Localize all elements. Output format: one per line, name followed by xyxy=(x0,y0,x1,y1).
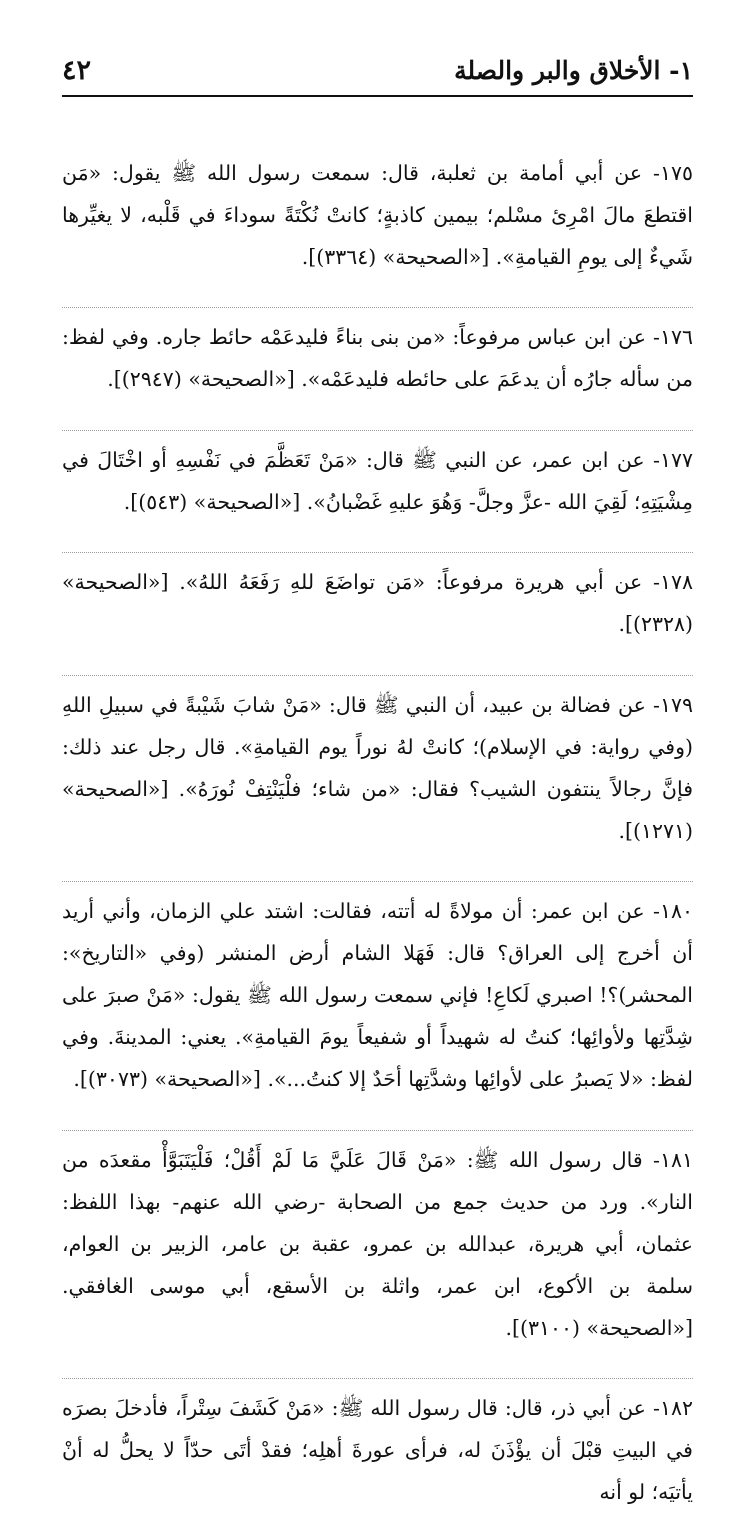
chapter-title: ١- الأخلاق والبر والصلة xyxy=(454,55,693,85)
hadith-number: ١٧٥- xyxy=(653,160,693,185)
hadith-entry-181 xyxy=(62,1130,693,1358)
header-divider xyxy=(62,95,693,97)
hadith-entry-177 xyxy=(62,430,693,532)
hadith-entry-182 xyxy=(62,1378,693,1522)
hadith-text: عن أبي أمامة بن ثعلبة، قال: سمعت رسول الله ﷺ يقول: «مَن اقتطعَ مالَ امْرِئ مسْلم؛ بيمين كاذبةٍ؛ كانتْ نُكْتَةً سوداءَ في قَلْبه، لا يغيِّرها شَيءٌ إلى يومِ القيامةِ». [«الصحيحة» (٣٣٦٤)]. xyxy=(62,160,693,269)
hadith-text: عن ابن عباس مرفوعاً: «من بنى بناءً فليدعَمْه حائط جاره. وفي لفظ: من سأله جارُه أن يدعَمَ على حائطه فليدعَمْه». [«الصحيحة» (٢٩٤٧)]. xyxy=(62,325,693,391)
hadith-text: عن فضالة بن عبيد، أن النبي ﷺ قال: «مَنْ شابَ شَيْبةً في سبيلِ اللهِ (وفي رواية: في الإسلام)؛ كانتْ لهُ نوراً يوم القيامةِ». قال رجل عند ذلك: فإنَّ رجالاً ينتفون الشيب؟ فقال: «من شاء؛ فلْيَنْتِفْ نُورَهُ». [«الصحيحة» (١٢٧١)]. xyxy=(62,692,693,843)
hadith-entry-175 xyxy=(62,149,693,287)
hadith-entry-178 xyxy=(62,552,693,654)
hadith-text: عن ابن عمر، عن النبي ﷺ قال: «مَنْ تَعَظَّمَ في نَفْسِهِ أو اخْتَالَ في مِشْيَتِهِ؛ لَقِيَ الله -عزَّ وجلَّ- وَهُوَ عليهِ غَضْبانُ». [«الصحيحة» (٥٤٣)]. xyxy=(62,447,693,514)
hadith-text: قال رسول الله ﷺ: «مَنْ قَالَ عَلَيَّ مَا لَمْ أَقُلْ؛ فَلْيَتَبَوَّأْ مقعدَه من النار». ورد من حديث جمع من الصحابة -رضي الله عنهم- بهذا اللفظ: عثمان، أبي هريرة، عبدالله بن عمرو، عقبة بن عامر، الزبير بن العوام، سلمة بن الأكوع، ابن عمر، واثلة بن الأسقع، أبي موسى الغافقي. [«الصحيحة» (٣١٠٠)]. xyxy=(62,1147,693,1340)
hadith-text: عن ابن عمر: أن مولاةً له أتته، فقالت: اشتد علي الزمان، وأني أريد أن أخرج إلى العراق؟ قال: فَهَلا الشام أرض المنشر (وفي «التاريخ»: المحشر)؟! اصبري لَكاعِ! فإني سمعت رسول الله ﷺ يقول: «مَنْ صبرَ على شِدَّتِها ولأوائِها؛ كنتُ له شهيداً أو شفيعاً يومَ القيامةِ». يعني: المدينةَ. وفي لفظ: «لا يَصبرُ على لأوائِها وشدَّتِها أحَدٌ إلا كنتُ...». [«الصحيحة» (٣٠٧٣)]. xyxy=(62,899,693,1091)
hadith-entry-180 xyxy=(62,881,693,1109)
hadith-entry-176 xyxy=(62,307,693,409)
hadith-number: ١٨٠- xyxy=(653,899,693,923)
hadith-number: ١٧٧- xyxy=(653,447,693,472)
hadith-number: ١٨١- xyxy=(653,1147,693,1172)
hadith-text: عن أبي ذر، قال: قال رسول الله ﷺ: «مَنْ كَشَفَ سِتْراً، فأدخلَ بصرَه في البيتِ قبْلَ أن يؤْذَنَ له، فرأى عورةَ أهلِه؛ فقدْ أتَى حدّاً لا يحلُّ له أنْ يأتيَه؛ لو أنه xyxy=(62,1396,693,1504)
hadith-entry-179 xyxy=(62,675,693,861)
page-number: ٤٢ xyxy=(62,54,92,86)
hadith-list xyxy=(62,128,693,1504)
hadith-number: ١٧٩- xyxy=(653,692,693,717)
hadith-number: ١٧٨- xyxy=(653,570,693,594)
hadith-text: عن أبي هريرة مرفوعاً: «مَن تواضَعَ للهِ رَفَعَهُ اللهُ». [«الصحيحة» (٢٣٢٨)]. xyxy=(62,570,693,636)
hadith-number: ١٨٢- xyxy=(653,1396,693,1420)
page-header xyxy=(62,48,693,92)
hadith-number: ١٧٦- xyxy=(653,325,693,349)
